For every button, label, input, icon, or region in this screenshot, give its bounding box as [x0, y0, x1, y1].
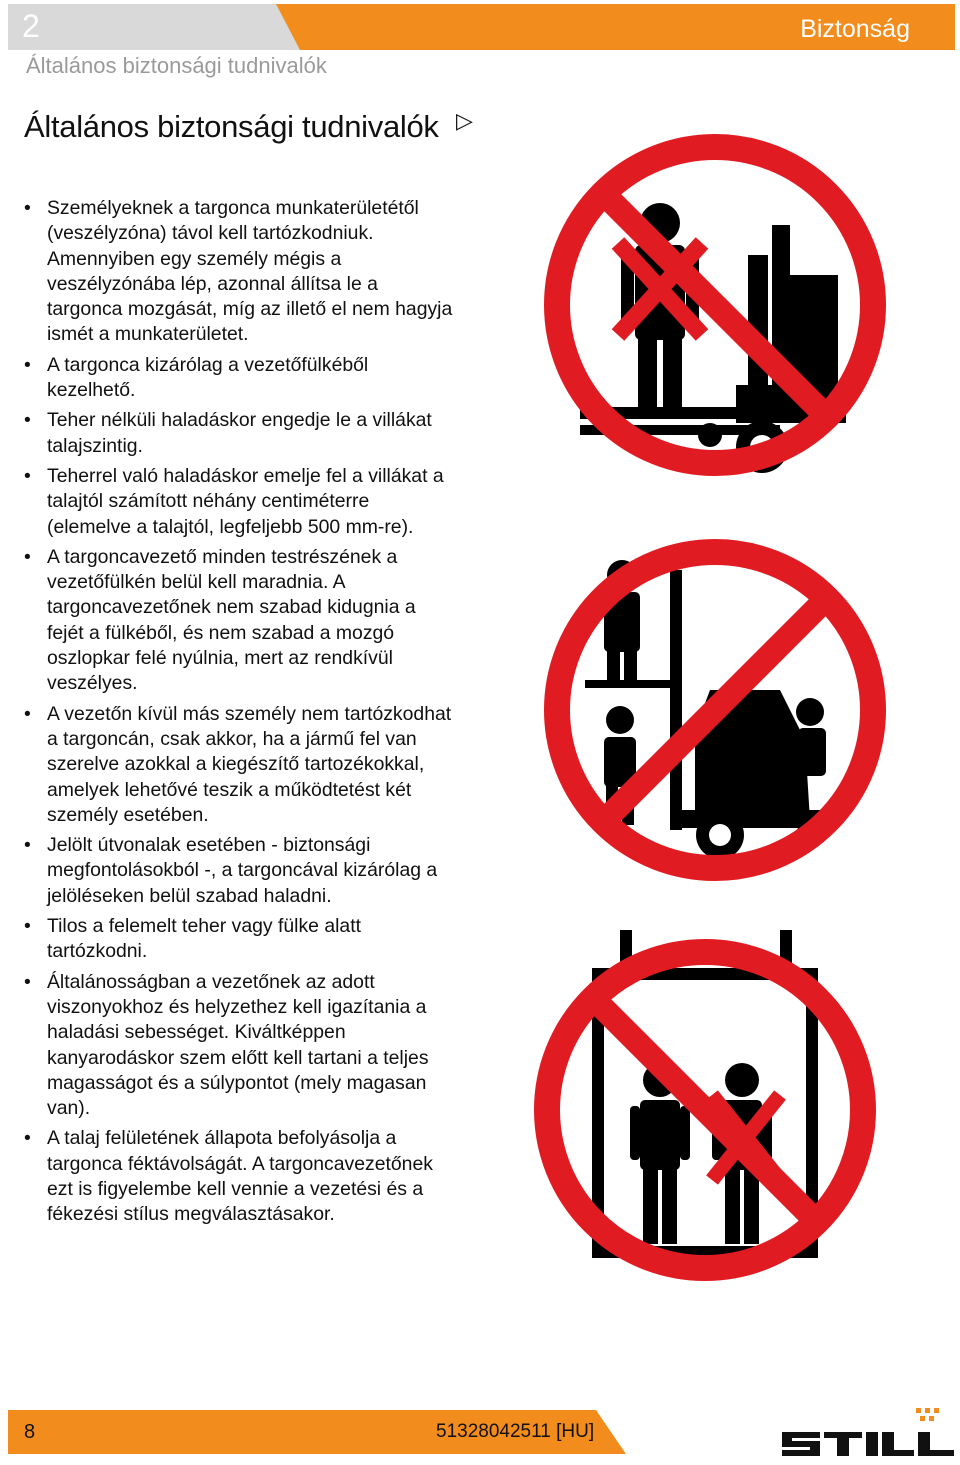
safety-rule-text: Teher nélküli haladáskor engedje le a villákat talajszintig. — [47, 409, 432, 457]
safety-rule — [24, 970, 454, 1122]
safety-signs — [480, 95, 960, 1395]
safety-rule — [24, 833, 454, 909]
safety-rule — [24, 1126, 454, 1227]
no-person-on-forks-sign-icon — [480, 125, 950, 485]
safety-rule — [24, 464, 454, 540]
continue-marker-icon: ▷ — [456, 108, 473, 133]
safety-rule — [24, 353, 454, 404]
bullet-icon: • — [24, 353, 31, 376]
no-standing-under-load-sign-icon — [480, 930, 950, 1300]
bullet-icon: • — [24, 409, 31, 432]
safety-rule-text: Személyeknek a targonca munkaterületétől (veszélyzóna) távol kell tartózkodniuk. Amennyiben egy személy mégis a veszélyzónába lép, azonnal állítsa le a targonca mozgását, míg az illető el nem hagyja ismét a munkaterületet. — [47, 197, 453, 346]
page-footer — [0, 1408, 960, 1465]
no-passengers-on-lift-sign-icon — [480, 530, 950, 890]
safety-rule-text: A targoncavezető minden testrészének a vezetőfülkén belül kell maradnia. A targoncavezetőnek nem szabad kidugnia a fejét a fülkéből, és nem szabad a mozgó oszlopkar felé nyúlnia, mert az rendkívül veszélyes. — [47, 545, 416, 695]
bullet-icon: • — [24, 970, 31, 993]
safety-rule-text: Jelölt útvonalak esetében - biztonsági megfontolásokból -, a targoncával kizárólag a jelöléseken belül szabad haladni. — [47, 834, 438, 907]
bullet-icon: • — [24, 834, 31, 857]
safety-rule-text: Teherrel való haladáskor emelje fel a villákat a talajtól számított néhány centiméterre (elemelve a talajtól, legfeljebb 500 mm-re). — [47, 464, 444, 538]
chapter-number: 2 — [22, 8, 40, 44]
bullet-icon: • — [24, 915, 31, 938]
page-header — [0, 0, 960, 90]
safety-rule-text: A talaj felületének állapota befolyásolja a targonca féktávolságát. A targoncavezetőnek ezt is figyelembe kell vennie a vezetési és a fékezési stílus megválasztásakor. — [47, 1127, 433, 1226]
bullet-icon: • — [24, 545, 31, 568]
safety-rules-list — [24, 196, 454, 1233]
page-number: 8 — [24, 1421, 36, 1443]
safety-rule — [24, 408, 454, 459]
safety-rule-text: Általánosságban a vezetőnek az adott viszonyokhoz és helyzethez kell igazítania a haladási sebességet. Kiváltképpen kanyarodáskor szem előtt kell tartani a teljes magasságot és a súlypontot (mely magasan van). — [47, 970, 429, 1120]
running-head: Általános biztonsági tudnivalók — [26, 53, 327, 78]
bullet-icon: • — [24, 1127, 31, 1150]
bullet-icon: • — [24, 464, 31, 487]
safety-rule — [24, 702, 454, 828]
document-code: 51328042511 [HU] — [436, 1421, 595, 1442]
safety-rule — [24, 545, 454, 697]
safety-rule — [24, 196, 454, 348]
page-title: Általános biztonsági tudnivalók — [24, 109, 439, 144]
bullet-icon: • — [24, 702, 31, 725]
still-logo-icon — [780, 1408, 956, 1460]
safety-rule-text: A vezetőn kívül más személy nem tartózkodhat a targoncán, csak akkor, ha a jármű fel van szerelve azokkal a kiegészítő tartozékokkal, amelyek lehetővé teszik a működtetést két személy esetében. — [47, 702, 452, 826]
safety-rule — [24, 914, 454, 965]
bullet-icon: • — [24, 197, 31, 219]
safety-rule-text: Tilos a felemelt teher vagy fülke alatt tartózkodni. — [47, 915, 361, 963]
section-label: Biztonság — [800, 15, 910, 43]
safety-rule-text: A targonca kizárólag a vezetőfülkéből kezelhető. — [47, 353, 369, 402]
